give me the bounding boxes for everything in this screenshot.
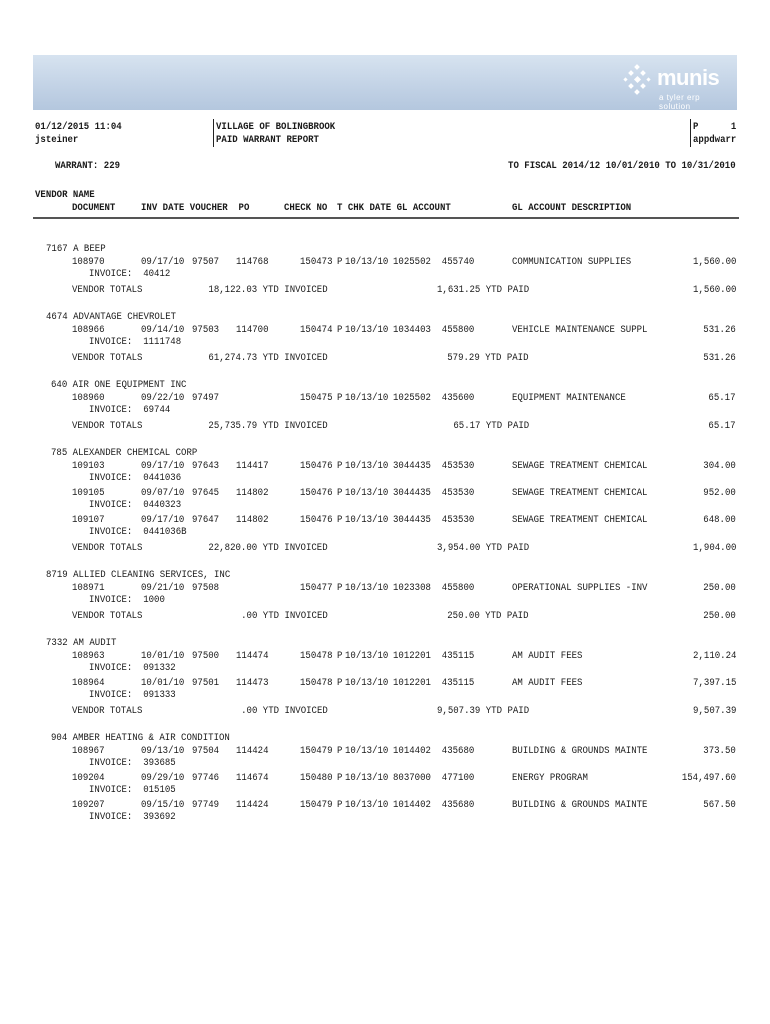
- line-amount: 567.50: [703, 799, 736, 811]
- check-type: P: [337, 772, 343, 784]
- document-number: 109103: [72, 460, 105, 472]
- vendor-total: 1,904.00: [692, 542, 736, 554]
- voucher-number: 97647: [192, 514, 220, 526]
- voucher-number: 97749: [192, 799, 220, 811]
- vendor-name: 4674 ADVANTAGE CHEVROLET: [46, 311, 177, 323]
- header-divider-left: [213, 119, 214, 147]
- check-date: 10/13/10: [345, 799, 389, 811]
- voucher-number: 97645: [192, 487, 220, 499]
- check-number: 150475: [300, 392, 333, 404]
- vendor-totals-label: VENDOR TOTALS: [72, 610, 143, 622]
- line-amount: 373.50: [703, 745, 736, 757]
- po-number: 114474: [236, 650, 269, 662]
- ytd-paid: 579.29 YTD PAID: [447, 352, 529, 364]
- invoice-date: 10/01/10: [141, 677, 185, 689]
- invoice-date: 09/29/10: [141, 772, 185, 784]
- check-date: 10/13/10: [345, 677, 389, 689]
- ytd-paid: 3,954.00 YTD PAID: [436, 542, 529, 554]
- vendor-total: 250.00: [703, 610, 736, 622]
- vendor-totals-label: VENDOR TOTALS: [72, 352, 143, 364]
- invoice-number: INVOICE: 1000: [89, 594, 165, 606]
- gl-account: 1025502 435600: [393, 392, 475, 404]
- check-number: 150480: [300, 772, 333, 784]
- gl-account: 3044435 453530: [393, 460, 475, 472]
- vendor-totals-label: VENDOR TOTALS: [72, 420, 143, 432]
- line-amount: 304.00: [703, 460, 736, 472]
- line-amount: 648.00: [703, 514, 736, 526]
- check-type: P: [337, 799, 343, 811]
- gl-account: 1012201 435115: [393, 650, 475, 662]
- check-number: 150477: [300, 582, 333, 594]
- po-number: 114424: [236, 799, 269, 811]
- gl-account: 1012201 435115: [393, 677, 475, 689]
- invoice-date: 09/07/10: [141, 487, 185, 499]
- vendor-totals-label: VENDOR TOTALS: [72, 705, 143, 717]
- munis-logo: [621, 63, 731, 111]
- check-number: 150474: [300, 324, 333, 336]
- vendor-name: 785 ALEXANDER CHEMICAL CORP: [51, 447, 198, 459]
- page-label: P: [693, 121, 699, 133]
- gl-description: VEHICLE MAINTENANCE SUPPL: [512, 324, 648, 336]
- check-type: P: [337, 650, 343, 662]
- line-amount: 154,497.60: [681, 772, 736, 784]
- check-date: 10/13/10: [345, 650, 389, 662]
- line-amount: 7,397.15: [692, 677, 736, 689]
- voucher-number: 97503: [192, 324, 220, 336]
- invoice-number: INVOICE: 393685: [89, 757, 176, 769]
- gl-account: 1023308 455800: [393, 582, 475, 594]
- report-title: PAID WARRANT REPORT: [216, 134, 319, 146]
- vendor-total: 531.26: [703, 352, 736, 364]
- ytd-invoiced: 18,122.03 YTD INVOICED: [208, 284, 328, 296]
- invoice-date: 09/17/10: [141, 460, 185, 472]
- invoice-date: 09/17/10: [141, 514, 185, 526]
- voucher-number: 97501: [192, 677, 220, 689]
- voucher-number: 97497: [192, 392, 220, 404]
- ytd-invoiced: .00 YTD INVOICED: [241, 705, 328, 717]
- po-number: 114424: [236, 745, 269, 757]
- col-document: DOCUMENT: [72, 202, 116, 214]
- vendor-total: 9,507.39: [692, 705, 736, 717]
- check-type: P: [337, 392, 343, 404]
- voucher-number: 97507: [192, 256, 220, 268]
- check-number: 150478: [300, 677, 333, 689]
- voucher-number: 97746: [192, 772, 220, 784]
- gl-description: ENERGY PROGRAM: [512, 772, 588, 784]
- gl-description: EQUIPMENT MAINTENANCE: [512, 392, 626, 404]
- check-type: P: [337, 487, 343, 499]
- check-number: 150479: [300, 745, 333, 757]
- check-date: 10/13/10: [345, 772, 389, 784]
- gl-account: 8037000 477100: [393, 772, 475, 784]
- gl-description: AM AUDIT FEES: [512, 650, 583, 662]
- invoice-number: INVOICE: 1111748: [89, 336, 182, 348]
- document-number: 108971: [72, 582, 105, 594]
- check-date: 10/13/10: [345, 745, 389, 757]
- gl-account: 3044435 453530: [393, 487, 475, 499]
- document-number: 108970: [72, 256, 105, 268]
- voucher-number: 97504: [192, 745, 220, 757]
- vendor-name: 7167 A BEEP: [46, 243, 106, 255]
- vendor-name: 904 AMBER HEATING & AIR CONDITION: [51, 732, 230, 744]
- ytd-paid: 1,631.25 YTD PAID: [436, 284, 529, 296]
- voucher-number: 97643: [192, 460, 220, 472]
- report-user: jsteiner: [35, 134, 79, 146]
- document-number: 109207: [72, 799, 105, 811]
- check-type: P: [337, 582, 343, 594]
- line-amount: 1,560.00: [692, 256, 736, 268]
- ytd-paid: 250.00 YTD PAID: [447, 610, 529, 622]
- check-date: 10/13/10: [345, 582, 389, 594]
- invoice-number: INVOICE: 69744: [89, 404, 171, 416]
- check-type: P: [337, 745, 343, 757]
- po-number: 114802: [236, 514, 269, 526]
- document-number: 109105: [72, 487, 105, 499]
- ytd-paid: 9,507.39 YTD PAID: [436, 705, 529, 717]
- invoice-date: 09/14/10: [141, 324, 185, 336]
- check-date: 10/13/10: [345, 256, 389, 268]
- po-number: 114802: [236, 487, 269, 499]
- invoice-date: 09/21/10: [141, 582, 185, 594]
- po-number: 114417: [236, 460, 269, 472]
- gl-description: SEWAGE TREATMENT CHEMICAL: [512, 487, 648, 499]
- logo-tagline: a tyler erp solution: [659, 93, 701, 111]
- check-date: 10/13/10: [345, 514, 389, 526]
- invoice-number: INVOICE: 0441036B: [89, 526, 187, 538]
- line-amount: 65.17: [708, 392, 736, 404]
- invoice-number: INVOICE: 091333: [89, 689, 176, 701]
- gl-description: OPERATIONAL SUPPLIES -INV: [512, 582, 648, 594]
- vendor-totals-label: VENDOR TOTALS: [72, 542, 143, 554]
- col-check-no: CHECK NO: [284, 202, 328, 214]
- po-number: 114768: [236, 256, 269, 268]
- page-number: 1: [730, 121, 736, 133]
- logo-dots-icon: [621, 63, 655, 97]
- warrant-number: WARRANT: 229: [55, 160, 121, 172]
- invoice-number: INVOICE: 0441036: [89, 472, 182, 484]
- invoice-date: 09/15/10: [141, 799, 185, 811]
- vendor-total: 65.17: [708, 420, 736, 432]
- check-date: 10/13/10: [345, 460, 389, 472]
- ytd-invoiced: 22,820.00 YTD INVOICED: [208, 542, 328, 554]
- ytd-invoiced: 61,274.73 YTD INVOICED: [208, 352, 328, 364]
- check-date: 10/13/10: [345, 392, 389, 404]
- check-number: 150476: [300, 514, 333, 526]
- program-name: appdwarr: [693, 134, 737, 146]
- invoice-number: INVOICE: 091332: [89, 662, 176, 674]
- gl-description: AM AUDIT FEES: [512, 677, 583, 689]
- ytd-invoiced: .00 YTD INVOICED: [241, 610, 328, 622]
- invoice-number: INVOICE: 015105: [89, 784, 176, 796]
- gl-account: 3044435 453530: [393, 514, 475, 526]
- check-type: P: [337, 324, 343, 336]
- logo-wordmark: munis: [657, 65, 720, 90]
- ytd-paid: 65.17 YTD PAID: [453, 420, 529, 432]
- check-number: 150476: [300, 487, 333, 499]
- gl-description: SEWAGE TREATMENT CHEMICAL: [512, 460, 648, 472]
- col-vendor-name: VENDOR NAME: [35, 189, 95, 201]
- invoice-date: 10/01/10: [141, 650, 185, 662]
- document-number: 108963: [72, 650, 105, 662]
- check-type: P: [337, 256, 343, 268]
- po-number: 114674: [236, 772, 269, 784]
- check-type: P: [337, 677, 343, 689]
- document-number: 109204: [72, 772, 105, 784]
- gl-account: 1014402 435680: [393, 799, 475, 811]
- check-number: 150476: [300, 460, 333, 472]
- invoice-date: 09/22/10: [141, 392, 185, 404]
- vendor-name: 7332 AM AUDIT: [46, 637, 117, 649]
- line-amount: 250.00: [703, 582, 736, 594]
- line-amount: 531.26: [703, 324, 736, 336]
- po-number: 114473: [236, 677, 269, 689]
- invoice-number: INVOICE: 0440323: [89, 499, 182, 511]
- header-divider-right: [690, 119, 691, 147]
- col-inv-date-voucher-po: INV DATE VOUCHER PO: [141, 202, 250, 214]
- report-banner: [33, 55, 737, 110]
- voucher-number: 97508: [192, 582, 220, 594]
- header-rule: [33, 217, 739, 219]
- voucher-number: 97500: [192, 650, 220, 662]
- check-date: 10/13/10: [345, 487, 389, 499]
- check-number: 150479: [300, 799, 333, 811]
- gl-description: COMMUNICATION SUPPLIES: [512, 256, 632, 268]
- line-amount: 952.00: [703, 487, 736, 499]
- invoice-number: INVOICE: 393692: [89, 811, 176, 823]
- gl-description: BUILDING & GROUNDS MAINTE: [512, 799, 648, 811]
- document-number: 108960: [72, 392, 105, 404]
- ytd-invoiced: 25,735.79 YTD INVOICED: [208, 420, 328, 432]
- line-amount: 2,110.24: [692, 650, 736, 662]
- invoice-number: INVOICE: 40412: [89, 268, 171, 280]
- check-type: P: [337, 514, 343, 526]
- vendor-name: 8719 ALLIED CLEANING SERVICES, INC: [46, 569, 231, 581]
- gl-account: 1014402 435680: [393, 745, 475, 757]
- fiscal-range: TO FISCAL 2014/12 10/01/2010 TO 10/31/2010: [508, 160, 736, 172]
- check-number: 150478: [300, 650, 333, 662]
- gl-account: 1025502 455740: [393, 256, 475, 268]
- document-number: 109107: [72, 514, 105, 526]
- check-date: 10/13/10: [345, 324, 389, 336]
- gl-description: SEWAGE TREATMENT CHEMICAL: [512, 514, 648, 526]
- check-type: P: [337, 460, 343, 472]
- po-number: 114700: [236, 324, 269, 336]
- gl-account: 1034403 455800: [393, 324, 475, 336]
- vendor-totals-label: VENDOR TOTALS: [72, 284, 143, 296]
- document-number: 108964: [72, 677, 105, 689]
- vendor-name: 640 AIR ONE EQUIPMENT INC: [51, 379, 187, 391]
- gl-description: BUILDING & GROUNDS MAINTE: [512, 745, 648, 757]
- vendor-total: 1,560.00: [692, 284, 736, 296]
- invoice-date: 09/13/10: [141, 745, 185, 757]
- check-number: 150473: [300, 256, 333, 268]
- document-number: 108967: [72, 745, 105, 757]
- col-chk-date-gl-account: T CHK DATE GL ACCOUNT: [337, 202, 451, 214]
- org-name: VILLAGE OF BOLINGBROOK: [216, 121, 336, 133]
- col-gl-description: GL ACCOUNT DESCRIPTION: [512, 202, 632, 214]
- document-number: 108966: [72, 324, 105, 336]
- report-datetime: 01/12/2015 11:04: [35, 121, 122, 133]
- invoice-date: 09/17/10: [141, 256, 185, 268]
